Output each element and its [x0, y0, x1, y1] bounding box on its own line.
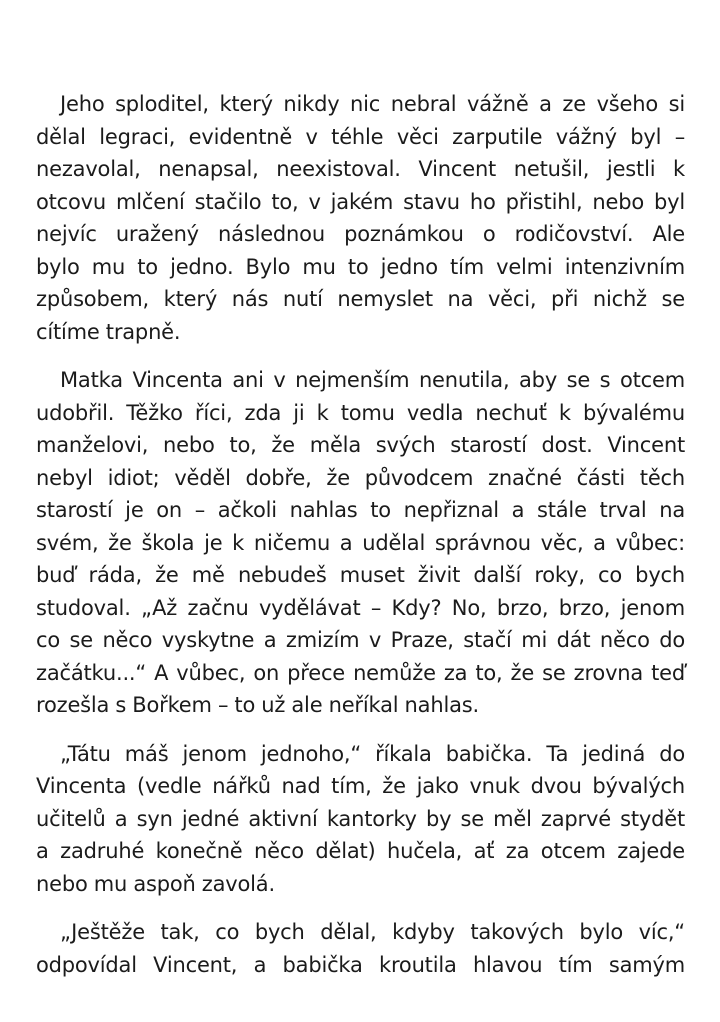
- text-line: Jeho sploditel, který nikdy nic nebral vážně a ze všeho si: [60, 92, 685, 116]
- text-line: začátku...“ A vůbec, on přece nemůže za to, že se zrovna teď: [36, 660, 685, 685]
- paragraph-2: [36, 364, 685, 722]
- text-line: co se něco vyskytne a zmizím v Praze, stačí mi dát něco do: [36, 628, 685, 652]
- text-line: svém, že škola je k ničemu a udělal správnou věc, a vůbec:: [36, 530, 685, 555]
- text-line: cítíme trapně.: [36, 319, 181, 344]
- text-line: a zadruhé konečně něco dělat) hučela, ať za otcem zajede: [36, 839, 685, 863]
- paragraph-1: [36, 88, 685, 348]
- text-line: nezavolal, nenapsal, neexistoval. Vincent netušil, jestli k: [36, 157, 685, 181]
- text-line: dělal legraci, evidentně v téhle věci zarputile vážný byl –: [36, 124, 685, 149]
- book-page: [36, 88, 685, 997]
- text-line: manželovi, nebo to, že měla svých starostí dost. Vincent: [36, 433, 685, 457]
- text-line: starostí je on – ačkoli nahlas to nepřiznal a stále trval na: [36, 498, 685, 522]
- text-line: odpovídal Vincent, a babička kroutila hlavou tím samým: [36, 952, 685, 977]
- text-line: způsobem, který nás nutí nemyslet na věci, při nichž se: [36, 287, 685, 311]
- text-line: „Tátu máš jenom jednoho,“ říkala babička. Ta jediná do: [60, 741, 685, 766]
- text-line: rozešla s Bořkem – to už ale neříkal nahlas.: [36, 693, 479, 717]
- text-line: bylo mu to jedno. Bylo mu to jedno tím velmi intenzivním: [36, 254, 685, 279]
- text-line: buď ráda, že mě nebudeš muset živit další roky, co bych: [36, 563, 685, 587]
- text-line: studoval. „Až začnu vydělávat – Kdy? No, brzo, brzo, jenom: [36, 595, 685, 620]
- text-line: nebyl idiot; věděl dobře, že původcem značné části těch: [36, 465, 685, 490]
- text-line: udobřil. Těžko říci, zda ji k tomu vedla nechuť k bývalému: [36, 400, 685, 425]
- paragraph-3: [36, 738, 685, 901]
- text-line: „Ještěže tak, co bych dělal, kdyby takových bylo víc,“: [60, 920, 685, 944]
- text-line: učitelů a syn jedné aktivní kantorky by se měl zaprvé stydět: [36, 806, 685, 831]
- text-line: Vincenta (vedle nářků nad tím, že jako vnuk dvou bývalých: [36, 774, 685, 798]
- paragraph-4: [36, 916, 685, 981]
- text-line: Matka Vincenta ani v nejmenším nenutila, aby se s otcem: [60, 368, 685, 392]
- text-line: otcovu mlčení stačilo to, v jakém stavu ho přistihl, nebo byl: [36, 189, 685, 214]
- text-line: nejvíc uražený následnou poznámkou o rodičovství. Ale: [36, 222, 685, 246]
- text-line: nebo mu aspoň zavolá.: [36, 871, 275, 896]
